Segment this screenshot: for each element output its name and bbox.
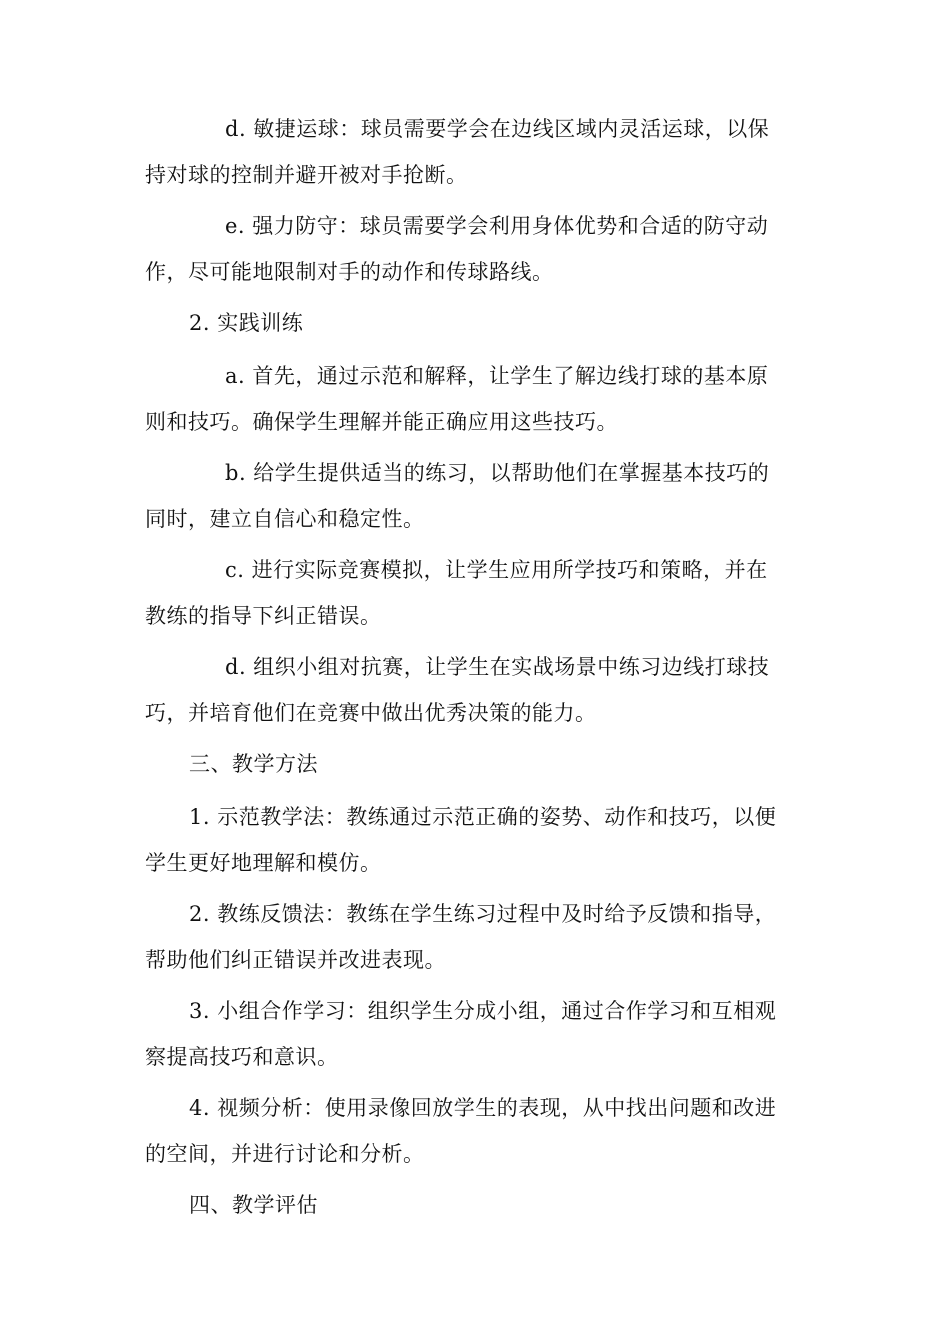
paragraph-step-b <box>145 450 805 542</box>
paragraph-line: 1. 示范教学法：教练通过示范正确的姿势、动作和技巧，以便 <box>189 805 777 829</box>
paragraph-line: 持对球的控制并避开被对手抢断。 <box>145 163 468 187</box>
paragraph-step-d <box>145 644 805 736</box>
paragraph-line: 3. 小组合作学习：组织学生分成小组，通过合作学习和互相观 <box>189 999 777 1023</box>
heading-practice-training <box>145 300 805 346</box>
paragraph-line: e. 强力防守：球员需要学会利用身体优势和合适的防守动 <box>225 214 769 238</box>
paragraph-line: 作，尽可能地限制对手的动作和传球路线。 <box>145 260 554 284</box>
paragraph-line: b. 给学生提供适当的练习，以帮助他们在掌握基本技巧的 <box>225 461 770 485</box>
paragraph-line: 2. 教练反馈法：教练在学生练习过程中及时给予反馈和指导， <box>189 902 777 926</box>
paragraph-defense <box>145 203 805 295</box>
paragraph-line: c. 进行实际竞赛模拟，让学生应用所学技巧和策略，并在 <box>225 558 768 582</box>
paragraph-method-1 <box>145 794 805 886</box>
paragraph-line: 的空间，并进行讨论和分析。 <box>145 1142 425 1166</box>
paragraph-line: 则和技巧。确保学生理解并能正确应用这些技巧。 <box>145 410 618 434</box>
paragraph-line: 巧，并培育他们在竞赛中做出优秀决策的能力。 <box>145 701 597 725</box>
paragraph-line: 三、教学方法 <box>189 752 318 776</box>
heading-teaching-methods <box>145 741 805 787</box>
paragraph-method-2 <box>145 891 805 983</box>
paragraph-line: 四、教学评估 <box>189 1193 318 1217</box>
paragraph-line: 2. 实践训练 <box>189 311 304 335</box>
paragraph-line: 同时，建立自信心和稳定性。 <box>145 507 425 531</box>
paragraph-line: d. 组织小组对抗赛，让学生在实战场景中练习边线打球技 <box>225 655 770 679</box>
paragraph-line: 学生更好地理解和模仿。 <box>145 851 382 875</box>
paragraph-step-c <box>145 547 805 639</box>
paragraph-line: 教练的指导下纠正错误。 <box>145 604 382 628</box>
paragraph-method-3 <box>145 988 805 1080</box>
paragraph-line: 察提高技巧和意识。 <box>145 1045 339 1069</box>
paragraph-step-a <box>145 353 805 445</box>
paragraph-line: d. 敏捷运球：球员需要学会在边线区域内灵活运球，以保 <box>225 117 770 141</box>
paragraph-line: a. 首先，通过示范和解释，让学生了解边线打球的基本原 <box>225 364 769 388</box>
paragraph-dribbling <box>145 106 805 198</box>
heading-teaching-evaluation <box>145 1182 805 1228</box>
paragraph-line: 帮助他们纠正错误并改进表现。 <box>145 948 446 972</box>
paragraph-line: 4. 视频分析：使用录像回放学生的表现，从中找出问题和改进 <box>189 1096 777 1120</box>
paragraph-method-4 <box>145 1085 805 1177</box>
